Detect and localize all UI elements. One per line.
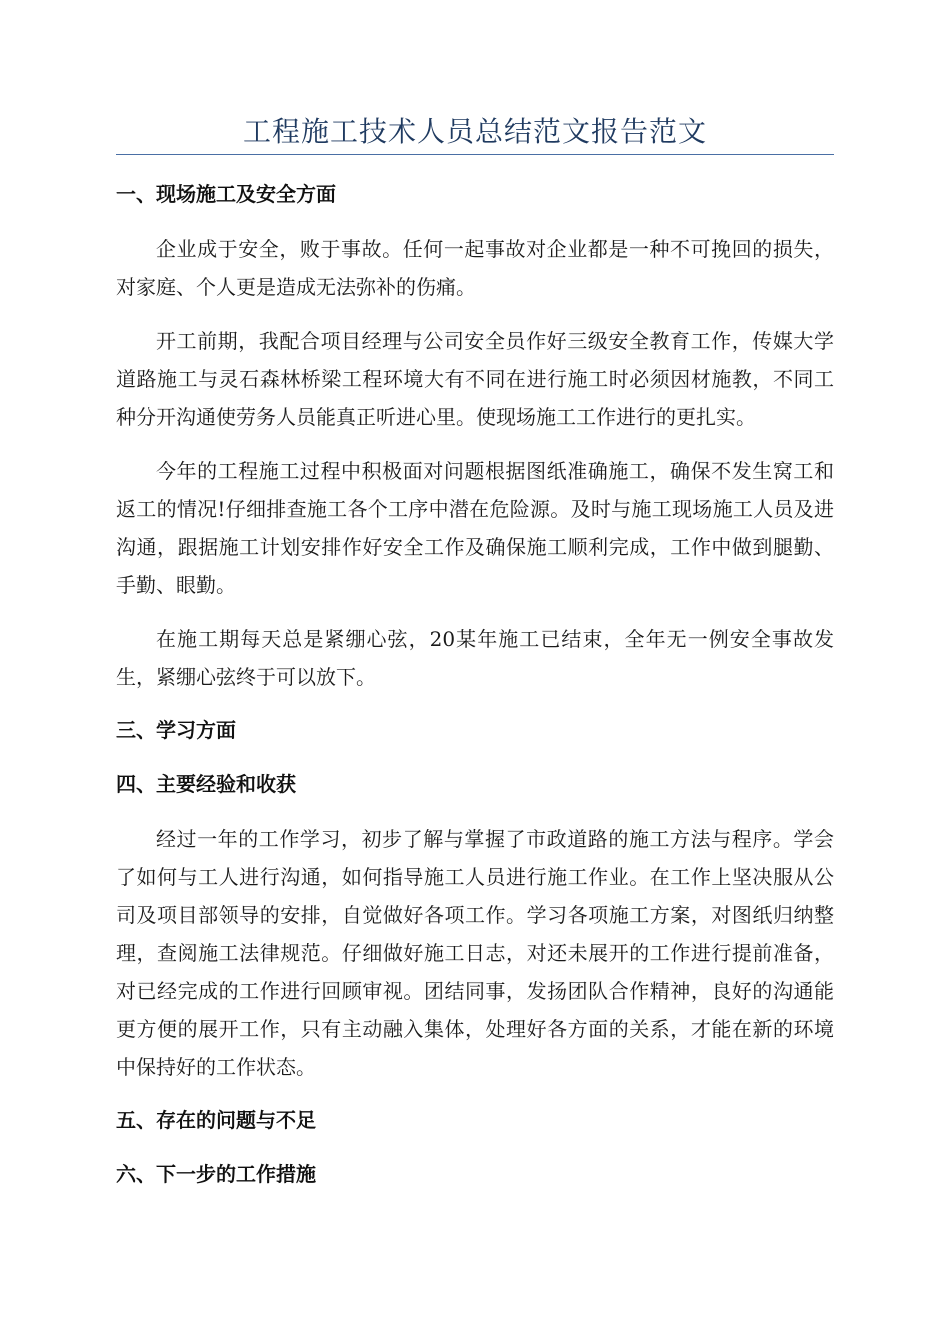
section-heading: 六、下一步的工作措施 — [116, 1162, 316, 1186]
paragraph: 今年的工程施工过程中积极面对问题根据图纸准确施工，确保不发生窝工和返工的情况!仔细排查施工各个工序中潜在危险源。及时与施工现场施工人员及进沟通，跟据施工计划安排作好安全工作及确保施工顺利完成，工作中做到腿勤、手勤、眼勤。 — [116, 459, 834, 597]
section-experience — [116, 766, 834, 1086]
title-underline — [116, 154, 834, 155]
section-heading: 五、存在的问题与不足 — [116, 1108, 316, 1132]
section-learning — [116, 712, 834, 748]
section-next-steps — [116, 1156, 834, 1192]
section-heading: 一、现场施工及安全方面 — [116, 182, 336, 206]
paragraph: 经过一年的工作学习，初步了解与掌握了市政道路的施工方法与程序。学会了如何与工人进行沟通，如何指导施工人员进行施工作业。在工作上坚决服从公司及项目部领导的安排，自觉做好各项工作。学习各项施工方案，对图纸归纳整理，查阅施工法律规范。仔细做好施工日志，对还未展开的工作进行提前准备，对已经完成的工作进行回顾审视。团结同事，发扬团队合作精神，良好的沟通能更方便的展开工作，只有主动融入集体，处理好各方面的关系，才能在新的环境中保持好的工作状态。 — [116, 827, 834, 1079]
document-title: 工程施工技术人员总结范文报告范文 — [242, 115, 707, 148]
section-heading: 四、主要经验和收获 — [116, 772, 296, 796]
paragraph: 企业成于安全，败于事故。任何一起事故对企业都是一种不可挽回的损失，对家庭、个人更是造成无法弥补的伤痛。 — [116, 237, 834, 299]
document-body — [116, 176, 834, 1192]
section-site-safety — [116, 176, 834, 696]
paragraph: 开工前期，我配合项目经理与公司安全员作好三级安全教育工作，传媒大学道路施工与灵石森林桥梁工程环境大有不同在进行施工时必须因材施教，不同工种分开沟通使劳务人员能真正听进心里。使现场施工工作进行的更扎实。 — [116, 329, 834, 429]
paragraph: 在施工期每天总是紧绷心弦，20某年施工已结束，全年无一例安全事故发生，紧绷心弦终于可以放下。 — [116, 627, 834, 689]
section-problems — [116, 1102, 834, 1138]
section-heading: 三、学习方面 — [116, 718, 236, 742]
